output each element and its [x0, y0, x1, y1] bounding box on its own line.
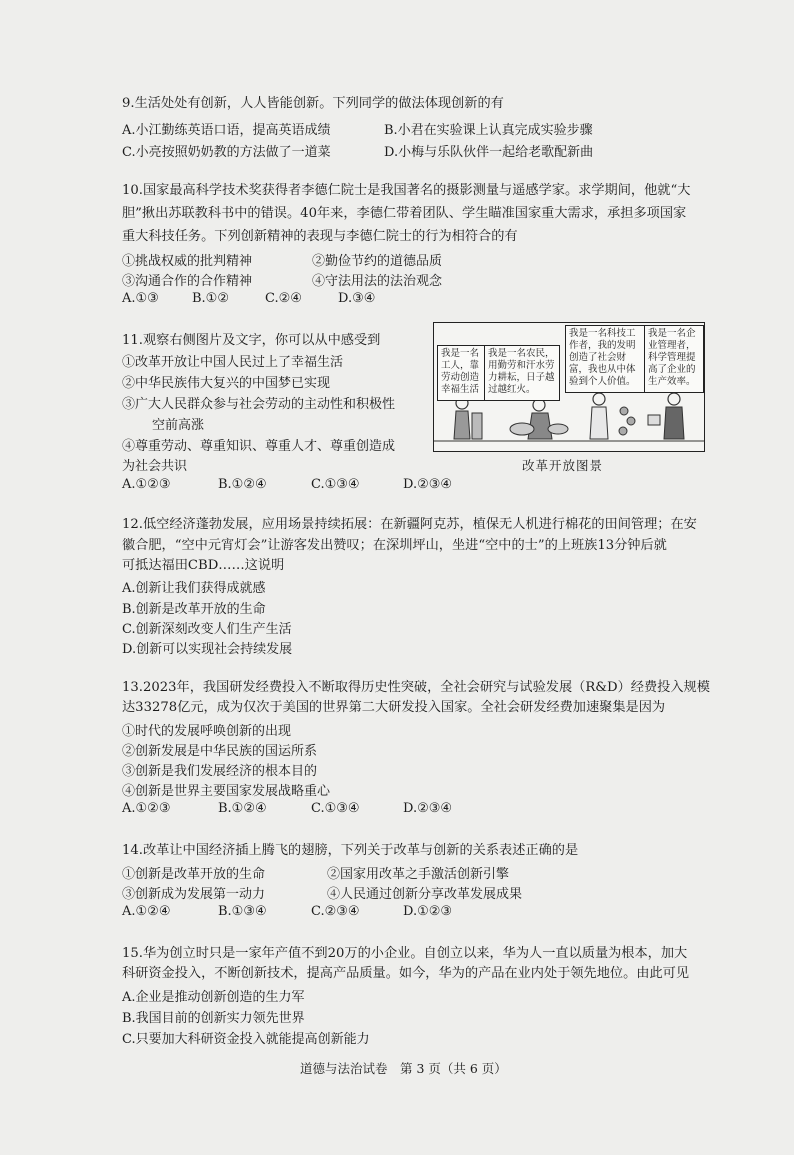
q15-option-b: B.我国目前的创新实力领先世界: [122, 1011, 305, 1026]
q14-stem: 14.改革让中国经济插上腾飞的翅膀，下列关于改革与创新的关系表述正确的是: [122, 843, 579, 858]
q12-stem-line1: 12.低空经济蓬勃发展，应用场景持续拓展：在新疆阿克苏，植保无人机进行棉花的田间管理；在安: [122, 517, 697, 532]
q14-option-c: C.②③④: [311, 904, 360, 919]
q10-option-d: D.③④: [338, 291, 376, 306]
q12-stem-line3: 可抵达福田CBD……这说明: [122, 558, 285, 573]
reform-opening-cartoon: [433, 322, 705, 452]
q9-option-b: B.小君在实验课上认真完成实验步骤: [384, 123, 593, 138]
q10-statement-3: ③沟通合作的合作精神: [122, 274, 253, 289]
q11-statement-4-line1: ④尊重劳动、尊重知识、尊重人才、尊重创造成: [122, 439, 396, 454]
farmer-speech-bubble: 我是一名农民，用勤劳和汗水劳力耕耘，日子越过越红火。: [484, 345, 560, 401]
q10-statement-4: ④守法用法的法治观念: [312, 274, 443, 289]
q13-statement-1: ①时代的发展呼唤创新的出现: [122, 724, 292, 739]
q13-stem-line2: 达33278亿元，成为仅次于美国的世界第二大研发投入国家。全社会研发经费加速聚集是因为: [122, 700, 666, 715]
q11-statement-1: ①改革开放让中国人民过上了幸福生活: [122, 355, 344, 370]
q10-option-b: B.①②: [192, 291, 229, 306]
q14-statement-1: ①创新是改革开放的生命: [122, 867, 266, 882]
worker-speech-bubble: 我是一名工人，靠劳动创造幸福生活: [437, 345, 487, 401]
q9-stem: 9.生活处处有创新，人人皆能创新。下列同学的做法体现创新的有: [122, 96, 504, 111]
q14-statement-4: ④人民通过创新分享改革发展成果: [327, 887, 523, 902]
q9-option-d: D.小梅与乐队伙伴一起给老歌配新曲: [384, 145, 594, 160]
q12-option-d: D.创新可以实现社会持续发展: [122, 642, 293, 657]
figure-caption: 改革开放图景: [522, 458, 604, 473]
q11-statement-2: ②中华民族伟大复兴的中国梦已实现: [122, 376, 331, 391]
q13-option-b: B.①②④: [218, 801, 267, 816]
q11-option-d: D.②③④: [403, 477, 453, 492]
q11-option-c: C.①③④: [311, 477, 360, 492]
q10-option-a: A.①③: [122, 291, 159, 306]
q13-statement-4: ④创新是世界主要国家发展战略重心: [122, 784, 331, 799]
q15-option-a: A.企业是推动创新创造的生力军: [122, 990, 305, 1005]
q10-stem-line3: 重大科技任务。下列创新精神的表现与李德仁院士的行为相符合的有: [122, 229, 518, 244]
q11-option-a: A.①②③: [122, 477, 171, 492]
q14-option-a: A.①②④: [122, 904, 171, 919]
q13-statement-3: ③创新是我们发展经济的根本目的: [122, 764, 318, 779]
q14-option-b: B.①③④: [218, 904, 267, 919]
q13-stem-line1: 13.2023年，我国研发经费投入不断取得历史性突破，全社会研究与试验发展（R&D）经费投入规模: [122, 680, 710, 695]
q9-option-a: A.小江勤练英语口语，提高英语成绩: [122, 123, 331, 138]
q12-option-a: A.创新让我们获得成就感: [122, 581, 266, 596]
q11-statement-3-line1: ③广大人民群众参与社会劳动的主动性和积极性: [122, 397, 396, 412]
q12-option-c: C.创新深刻改变人们生产生活: [122, 622, 292, 637]
q13-option-d: D.②③④: [403, 801, 453, 816]
q11-option-b: B.①②④: [218, 477, 267, 492]
q10-statement-1: ①挑战权威的批判精神: [122, 254, 253, 269]
q12-stem-line2: 徽合肥，“空中元宵灯会”让游客发出赞叹；在深圳坪山，坐进“空中的士”的上班族13分钟后就: [122, 538, 667, 553]
q14-statement-2: ②国家用改革之手激活创新引擎: [327, 867, 510, 882]
q11-statement-3-line2: 空前高涨: [152, 418, 205, 433]
q13-option-a: A.①②③: [122, 801, 171, 816]
q9-option-c: C.小亮按照奶奶教的方法做了一道菜: [122, 145, 331, 160]
q15-option-c: C.只要加大科研资金投入就能提高创新能力: [122, 1032, 370, 1047]
q13-option-c: C.①③④: [311, 801, 360, 816]
manager-speech-bubble: 我是一名企业管理者，科学管理提高了企业的生产效率。: [644, 325, 704, 393]
page-footer: 道德与法治试卷 第 3 页（共 6 页）: [300, 1061, 507, 1076]
q10-statement-2: ②勤俭节约的道德品质: [312, 254, 443, 269]
q12-option-b: B.创新是改革开放的生命: [122, 602, 266, 617]
q11-stem: 11.观察右侧图片及文字，你可以从中感受到: [122, 333, 381, 348]
scientist-speech-bubble: 我是一名科技工作者，我的发明创造了社会财富，我也从中体验到个人价值。: [565, 325, 645, 393]
q10-option-c: C.②④: [265, 291, 302, 306]
q14-statement-3: ③创新成为发展第一动力: [122, 887, 266, 902]
q11-statement-4-line2: 为社会共识: [122, 459, 188, 474]
q14-option-d: D.①②③: [403, 904, 453, 919]
q15-stem-line1: 15.华为创立时只是一家年产值不到20万的小企业。自创立以来，华为人一直以质量为根本，加大: [122, 946, 688, 961]
q10-stem-line2: 胆”揪出苏联教科书中的错误。40年来，李德仁带着团队、学生瞄准国家重大需求，承担多项国家: [122, 206, 687, 221]
q13-statement-2: ②创新发展是中华民族的国运所系: [122, 744, 318, 759]
q10-stem-line1: 10.国家最高科学技术奖获得者李德仁院士是我国著名的摄影测量与遥感学家。求学期间，他就“大: [122, 183, 691, 198]
q15-stem-line2: 科研资金投入，不断创新技术，提高产品质量。如今，华为的产品在业内处于领先地位。由此可见: [122, 966, 690, 981]
